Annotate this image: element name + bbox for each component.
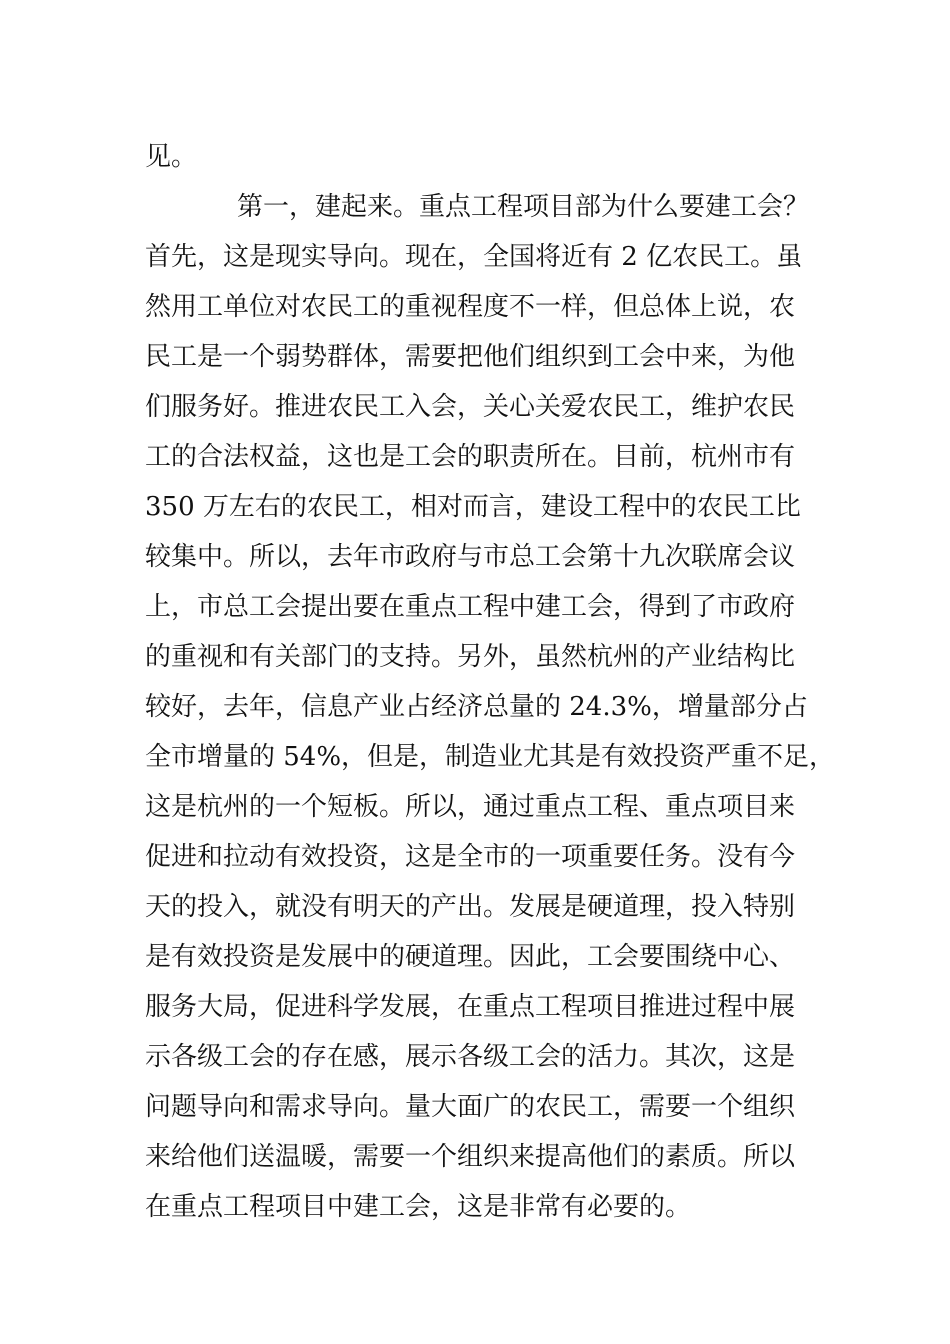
- text-line: 是有效投资是发展中的硬道理。因此，工会要围绕中心、: [145, 942, 796, 972]
- text-line: 天的投入，就没有明天的产出。发展是硬道理，投入特别: [145, 892, 796, 922]
- text-line: 问题导向和需求导向。量大面广的农民工，需要一个组织: [145, 1092, 796, 1122]
- text-line: 见。: [145, 142, 198, 172]
- text-line: 较好，去年，信息产业占经济总量的 24.3%，增量部分占: [145, 692, 808, 722]
- text-line: 服务大局，促进科学发展，在重点工程项目推进过程中展: [145, 992, 796, 1022]
- text-line: 来给他们送温暖，需要一个组织来提高他们的素质。所以: [145, 1142, 796, 1172]
- text-line: 们服务好。推进农民工入会，关心关爱农民工，维护农民: [145, 392, 796, 422]
- paragraph-start-line: 第一，建起来。重点工程项目部为什么要建工会？: [237, 192, 810, 222]
- text-line: 这是杭州的一个短板。所以，通过重点工程、重点项目来: [145, 792, 796, 822]
- text-line: 示各级工会的存在感，展示各级工会的活力。其次，这是: [145, 1042, 796, 1072]
- text-line: 首先，这是现实导向。现在，全国将近有 2 亿农民工。虽: [145, 242, 803, 272]
- text-line: 上，市总工会提出要在重点工程中建工会，得到了市政府: [145, 592, 796, 622]
- body-text: [145, 132, 836, 1232]
- text-line: 工的合法权益，这也是工会的职责所在。目前，杭州市有: [145, 442, 796, 472]
- text-line: 350 万左右的农民工，相对而言，建设工程中的农民工比: [145, 492, 801, 522]
- text-line: 在重点工程项目中建工会，这是非常有必要的。: [145, 1192, 692, 1222]
- text-line: 促进和拉动有效投资，这是全市的一项重要任务。没有今: [145, 842, 796, 872]
- text-line: 较集中。所以，去年市政府与市总工会第十九次联席会议: [145, 542, 796, 572]
- text-line: 然用工单位对农民工的重视程度不一样，但总体上说，农: [145, 292, 796, 322]
- text-line: 的重视和有关部门的支持。另外，虽然杭州的产业结构比: [145, 642, 796, 672]
- text-line: 民工是一个弱势群体，需要把他们组织到工会中来，为他: [145, 342, 796, 372]
- text-line: 全市增量的 54%，但是，制造业尤其是有效投资严重不足，: [145, 742, 836, 772]
